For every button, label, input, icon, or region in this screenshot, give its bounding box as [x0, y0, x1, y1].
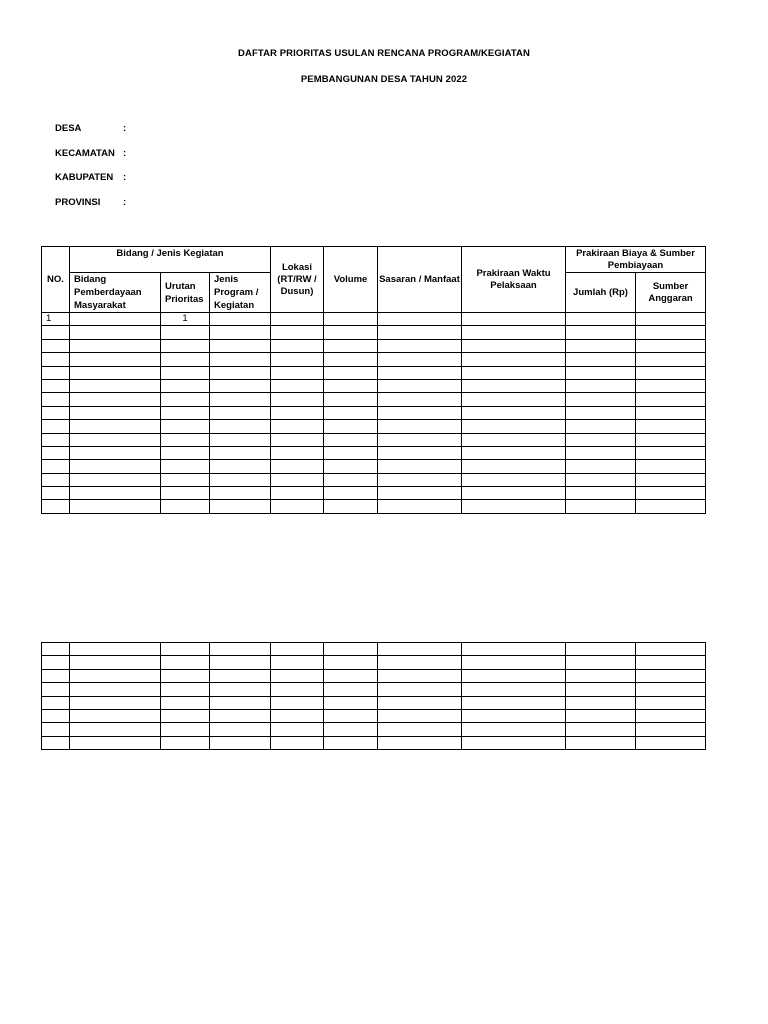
table-cell — [378, 420, 462, 433]
table-cell — [324, 683, 378, 696]
table-cell — [566, 339, 636, 352]
table-cell — [636, 683, 706, 696]
table-cell — [566, 696, 636, 709]
table-cell — [70, 326, 161, 339]
table-cell — [70, 420, 161, 433]
table-cell — [42, 669, 70, 682]
table-cell — [42, 723, 70, 736]
table-cell — [324, 656, 378, 669]
table-cell — [210, 709, 271, 722]
table-cell — [462, 696, 566, 709]
table-cell — [161, 366, 210, 379]
table-cell — [161, 656, 210, 669]
table-cell — [566, 406, 636, 419]
info-separator: : — [123, 148, 127, 159]
table-cell — [271, 353, 324, 366]
table-row — [42, 500, 706, 513]
table-row — [42, 473, 706, 486]
table-cell — [462, 643, 566, 656]
table-row — [42, 446, 706, 459]
table-cell — [42, 683, 70, 696]
table-cell — [42, 366, 70, 379]
table-cell — [70, 460, 161, 473]
table-cell — [271, 669, 324, 682]
header-row-1 — [42, 247, 706, 273]
table-cell — [462, 473, 566, 486]
table-cell — [161, 406, 210, 419]
table-cell — [271, 420, 324, 433]
table-cell — [378, 683, 462, 696]
table-cell — [636, 420, 706, 433]
table-cell — [462, 669, 566, 682]
continuation-table — [41, 642, 706, 750]
table-cell — [70, 736, 161, 749]
table-cell — [210, 446, 271, 459]
header-bidang: Bidang Pemberdayaan Masyarakat — [70, 273, 161, 313]
table-row — [42, 683, 706, 696]
header-sasaran: Sasaran / Manfaat — [378, 247, 462, 313]
info-kecamatan — [55, 148, 126, 159]
table-cell — [324, 420, 378, 433]
table-cell — [324, 393, 378, 406]
info-desa — [55, 123, 126, 134]
table-cell — [324, 643, 378, 656]
table-cell — [378, 379, 462, 392]
table-cell — [566, 487, 636, 500]
table-cell — [210, 473, 271, 486]
table-cell — [566, 500, 636, 513]
table-cell — [378, 313, 462, 326]
table-cell — [161, 379, 210, 392]
table-cell — [636, 313, 706, 326]
table-cell — [636, 366, 706, 379]
table-cell — [210, 339, 271, 352]
table-cell — [636, 669, 706, 682]
table-cell — [566, 433, 636, 446]
table-cell — [271, 326, 324, 339]
table-cell — [566, 379, 636, 392]
table-cell — [378, 460, 462, 473]
table-cell — [378, 353, 462, 366]
table-cell — [210, 669, 271, 682]
table-row — [42, 393, 706, 406]
table-cell — [271, 723, 324, 736]
table-cell — [378, 446, 462, 459]
table-row — [42, 736, 706, 749]
table-cell — [636, 406, 706, 419]
table-cell — [462, 433, 566, 446]
table-cell — [324, 709, 378, 722]
table-cell — [42, 696, 70, 709]
table-cell — [70, 683, 161, 696]
table-cell — [566, 669, 636, 682]
table-cell — [271, 393, 324, 406]
table-cell — [324, 446, 378, 459]
table-cell — [42, 460, 70, 473]
table-cell — [636, 460, 706, 473]
table-cell — [42, 339, 70, 352]
table-cell — [324, 326, 378, 339]
table-cell — [378, 473, 462, 486]
table-cell — [42, 420, 70, 433]
table-cell — [636, 393, 706, 406]
table-cell — [378, 643, 462, 656]
table-cell — [462, 500, 566, 513]
table-cell — [566, 446, 636, 459]
table-cell — [161, 446, 210, 459]
table-cell — [42, 326, 70, 339]
table-cell — [42, 379, 70, 392]
table-cell — [378, 696, 462, 709]
table-cell — [70, 353, 161, 366]
header-waktu: Prakiraan Waktu Pelaksaan — [462, 247, 566, 313]
table-cell — [210, 500, 271, 513]
table-cell — [210, 313, 271, 326]
table-cell — [566, 736, 636, 749]
table-cell-no: 1 — [42, 313, 70, 326]
table-cell — [271, 709, 324, 722]
table-cell — [566, 723, 636, 736]
table-cell — [378, 393, 462, 406]
table-cell — [566, 420, 636, 433]
header-jumlah: Jumlah (Rp) — [566, 273, 636, 313]
table-cell — [161, 460, 210, 473]
table-cell — [462, 446, 566, 459]
table-cell — [462, 326, 566, 339]
table-row — [42, 460, 706, 473]
table-cell — [271, 313, 324, 326]
table-cell — [462, 656, 566, 669]
table-cell — [566, 353, 636, 366]
table-cell — [378, 366, 462, 379]
table-row — [42, 313, 706, 326]
table-cell — [210, 406, 271, 419]
table-cell — [324, 313, 378, 326]
table-cell — [161, 393, 210, 406]
table-cell — [462, 683, 566, 696]
info-label: DESA — [55, 123, 82, 134]
table-cell — [161, 723, 210, 736]
table-cell — [271, 683, 324, 696]
table-cell — [271, 643, 324, 656]
table-row — [42, 709, 706, 722]
table-cell — [636, 353, 706, 366]
table-cell — [636, 473, 706, 486]
table-cell — [636, 723, 706, 736]
table-cell — [70, 696, 161, 709]
table-cell-urutan: 1 — [161, 313, 210, 326]
table-cell — [324, 379, 378, 392]
table-cell — [161, 669, 210, 682]
table-row — [42, 406, 706, 419]
table-cell — [271, 736, 324, 749]
table-cell — [42, 446, 70, 459]
table-cell — [378, 723, 462, 736]
table-cell — [210, 643, 271, 656]
table-cell — [462, 353, 566, 366]
table-cell — [42, 656, 70, 669]
table-cell — [210, 366, 271, 379]
table-cell — [210, 353, 271, 366]
table-cell — [70, 500, 161, 513]
table-cell — [462, 709, 566, 722]
table-cell — [566, 460, 636, 473]
header-urutan: Urutan Prioritas — [161, 273, 210, 313]
table-cell — [42, 393, 70, 406]
table-cell — [566, 683, 636, 696]
table-row — [42, 656, 706, 669]
table-cell — [324, 669, 378, 682]
table-cell — [462, 736, 566, 749]
table-cell — [378, 656, 462, 669]
table-cell — [42, 353, 70, 366]
table-cell — [210, 379, 271, 392]
table-cell — [161, 420, 210, 433]
table-cell — [378, 406, 462, 419]
table-cell — [70, 709, 161, 722]
table-row — [42, 696, 706, 709]
table-cell — [210, 723, 271, 736]
table-cell — [462, 460, 566, 473]
table-cell — [378, 487, 462, 500]
table-cell — [462, 393, 566, 406]
table-cell — [636, 487, 706, 500]
table-cell — [210, 683, 271, 696]
table-cell — [42, 643, 70, 656]
table-cell — [324, 696, 378, 709]
table-cell — [378, 326, 462, 339]
table-cell — [636, 433, 706, 446]
table-cell — [324, 339, 378, 352]
table-row — [42, 366, 706, 379]
table-row — [42, 669, 706, 682]
table-cell — [161, 683, 210, 696]
table-cell — [42, 473, 70, 486]
table-cell — [378, 736, 462, 749]
table-cell — [70, 446, 161, 459]
table-cell — [462, 313, 566, 326]
table-cell — [566, 366, 636, 379]
table-cell — [462, 487, 566, 500]
table-cell — [271, 339, 324, 352]
table-cell — [210, 656, 271, 669]
table-cell — [42, 433, 70, 446]
table-cell — [566, 473, 636, 486]
table-cell — [210, 433, 271, 446]
table-cell — [636, 736, 706, 749]
table-cell — [70, 643, 161, 656]
table-cell — [324, 487, 378, 500]
table-cell — [566, 709, 636, 722]
table-cell — [462, 366, 566, 379]
table-row — [42, 353, 706, 366]
table-cell — [566, 643, 636, 656]
table-cell — [271, 696, 324, 709]
table-cell — [271, 460, 324, 473]
table-cell — [566, 656, 636, 669]
info-label: KECAMATAN — [55, 148, 115, 159]
table-cell — [271, 473, 324, 486]
table-cell — [70, 313, 161, 326]
table-cell — [161, 487, 210, 500]
table-cell — [70, 656, 161, 669]
table-row — [42, 723, 706, 736]
table-cell — [462, 379, 566, 392]
header-biaya-group: Prakiraan Biaya & Sumber Pembiayaan — [566, 247, 706, 273]
table-cell — [324, 736, 378, 749]
table-cell — [161, 473, 210, 486]
table-cell — [324, 473, 378, 486]
table-cell — [636, 696, 706, 709]
table-cell — [378, 433, 462, 446]
table-cell — [324, 406, 378, 419]
table-cell — [636, 643, 706, 656]
table-cell — [324, 366, 378, 379]
table-cell — [636, 339, 706, 352]
table-cell — [70, 723, 161, 736]
table-cell — [70, 433, 161, 446]
table-cell — [210, 460, 271, 473]
header-no: NO. — [42, 247, 70, 313]
table-cell — [161, 433, 210, 446]
table-cell — [70, 379, 161, 392]
table-row — [42, 420, 706, 433]
table-cell — [636, 500, 706, 513]
table-cell — [636, 709, 706, 722]
table-cell — [636, 379, 706, 392]
table-cell — [636, 446, 706, 459]
table-cell — [324, 433, 378, 446]
table-cell — [324, 353, 378, 366]
table-cell — [161, 709, 210, 722]
table-cell — [70, 366, 161, 379]
table-cell — [324, 723, 378, 736]
table-cell — [636, 326, 706, 339]
table-cell — [271, 487, 324, 500]
header-sumber: Sumber Anggaran — [636, 273, 706, 313]
table-cell — [70, 339, 161, 352]
table-cell — [42, 487, 70, 500]
info-separator: : — [123, 123, 127, 134]
table-cell — [324, 500, 378, 513]
table-cell — [271, 379, 324, 392]
table-cell — [210, 420, 271, 433]
table-cell — [161, 326, 210, 339]
table-row — [42, 487, 706, 500]
table-cell — [70, 393, 161, 406]
header-lokasi: Lokasi (RT/RW / Dusun) — [271, 247, 324, 313]
table-cell — [378, 669, 462, 682]
table-cell — [42, 500, 70, 513]
table-cell — [161, 696, 210, 709]
table-cell — [636, 656, 706, 669]
table-cell — [161, 643, 210, 656]
table-cell — [42, 406, 70, 419]
table-cell — [70, 487, 161, 500]
header-jenis: Jenis Program / Kegiatan — [210, 273, 271, 313]
table-cell — [271, 446, 324, 459]
table-cell — [70, 473, 161, 486]
table-cell — [42, 709, 70, 722]
table-cell — [462, 723, 566, 736]
table-cell — [566, 326, 636, 339]
table-cell — [462, 420, 566, 433]
table-cell — [378, 709, 462, 722]
table-cell — [210, 487, 271, 500]
table-cell — [462, 406, 566, 419]
table-cell — [161, 500, 210, 513]
table-cell — [566, 393, 636, 406]
document-subtitle: PEMBANGUNAN DESA TAHUN 2022 — [300, 74, 468, 85]
table-cell — [378, 339, 462, 352]
info-label: PROVINSI — [55, 197, 101, 208]
table-cell — [271, 500, 324, 513]
table-cell — [271, 656, 324, 669]
table-row — [42, 339, 706, 352]
info-label: KABUPATEN — [55, 172, 114, 183]
table-row — [42, 433, 706, 446]
table-cell — [271, 433, 324, 446]
table-cell — [462, 339, 566, 352]
info-separator: : — [123, 197, 127, 208]
table-row — [42, 326, 706, 339]
info-kabupaten — [55, 172, 126, 183]
table-cell — [161, 736, 210, 749]
table-cell — [210, 326, 271, 339]
info-separator: : — [123, 172, 127, 183]
header-bidang-group: Bidang / Jenis Kegiatan — [70, 247, 271, 273]
table-cell — [210, 736, 271, 749]
table-cell — [378, 500, 462, 513]
priority-table — [41, 246, 706, 514]
table-cell — [271, 406, 324, 419]
table-cell — [161, 339, 210, 352]
table-cell — [210, 393, 271, 406]
document-title: DAFTAR PRIORITAS USULAN RENCANA PROGRAM/KEGIATAN — [238, 48, 530, 59]
table-cell — [324, 460, 378, 473]
header-volume: Volume — [324, 247, 378, 313]
table-cell — [566, 313, 636, 326]
info-provinsi — [55, 197, 126, 208]
table-row — [42, 643, 706, 656]
table-cell — [42, 736, 70, 749]
table-cell — [161, 353, 210, 366]
table-cell — [210, 696, 271, 709]
table-cell — [70, 669, 161, 682]
table-cell — [70, 406, 161, 419]
table-cell — [271, 366, 324, 379]
table-row — [42, 379, 706, 392]
